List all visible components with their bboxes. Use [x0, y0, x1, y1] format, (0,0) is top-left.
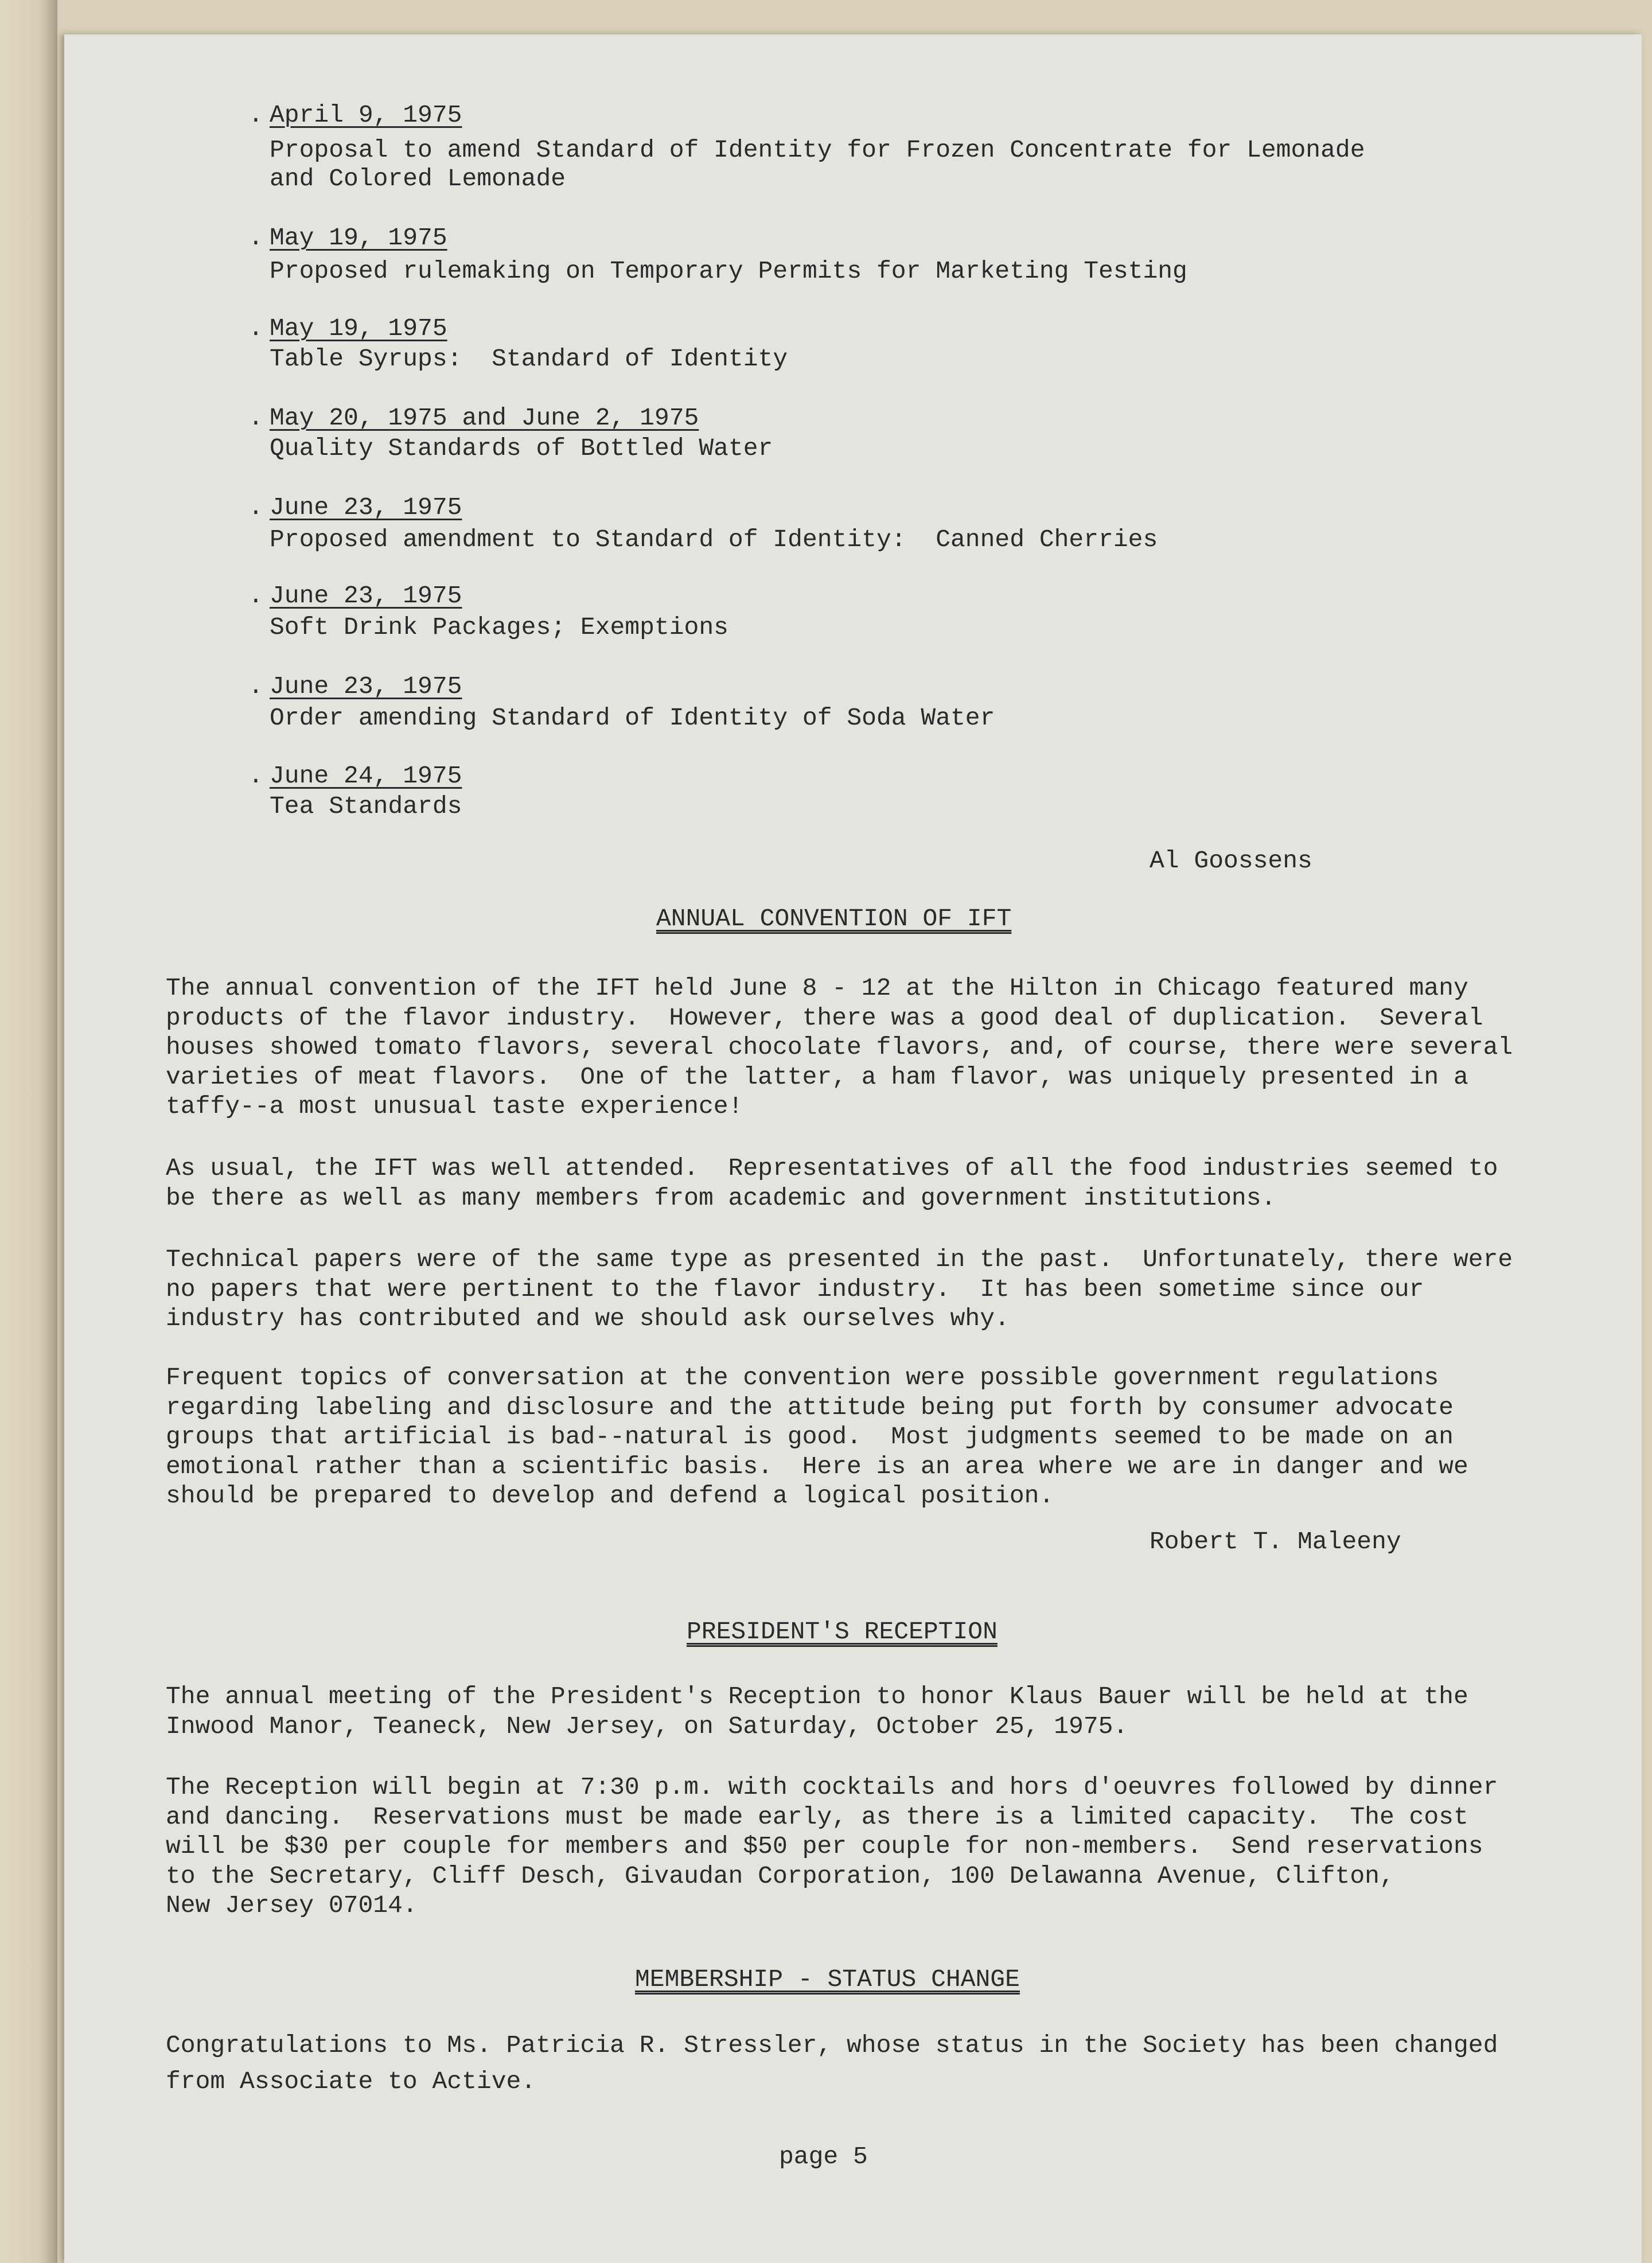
paragraph-line: Frequent topics of conversation at the convention were possible government regulations — [166, 1364, 1439, 1392]
paragraph-line: Inwood Manor, Teaneck, New Jersey, on Saturday, October 25, 1975. — [166, 1712, 1128, 1740]
paragraph-line: Congratulations to Ms. Patricia R. Stressler, whose status in the Society has been changed — [166, 2031, 1498, 2059]
item-date: June 24, 1975 — [270, 762, 462, 790]
item-description: Table Syrups: Standard of Identity — [270, 345, 788, 373]
paragraph-line: emotional rather than a scientific basis. Here is an area where we are in danger and we — [166, 1452, 1468, 1481]
page-number: page 5 — [779, 2143, 868, 2171]
paragraph-line: taffy--a most unusual taste experience! — [166, 1092, 743, 1121]
paragraph-line: products of the flavor industry. However, there was a good deal of duplication. Several — [166, 1003, 1483, 1032]
paragraph-line: industry has contributed and we should ask ourselves why. — [166, 1304, 1010, 1333]
paragraph-line: groups that artificial is bad--natural is good. Most judgments seemed to be made on an — [166, 1423, 1454, 1451]
paragraph-line: varieties of meat flavors. One of the latter, a ham flavor, was uniquely presented in a — [166, 1062, 1468, 1091]
item-date: May 19, 1975 — [270, 314, 447, 342]
item-date: May 20, 1975 and June 2, 1975 — [270, 404, 699, 432]
paragraph-line: be there as well as many members from academic and government institutions. — [166, 1183, 1276, 1212]
item-date: April 9, 1975 — [270, 101, 462, 129]
item-description: Proposed rulemaking on Temporary Permits for Marketing Testing — [270, 257, 1187, 285]
paragraph-line: The annual meeting of the President's Reception to honor Klaus Bauer will be held at the — [166, 1682, 1468, 1711]
paragraph-line: to the Secretary, Cliff Desch, Givaudan Corporation, 100 Delawanna Avenue, Clifton, — [166, 1861, 1394, 1890]
paragraph-line: houses showed tomato flavors, several chocolate flavors, and, of course, there were several — [166, 1033, 1513, 1062]
paragraph-line: will be $30 per couple for members and $50 per couple for non-members. Send reservations — [166, 1832, 1483, 1861]
item-description: Tea Standards — [270, 792, 462, 820]
signature-al-goossens: Al Goossens — [1150, 847, 1312, 875]
facing-page-edge — [0, 0, 57, 2263]
item-description: Quality Standards of Bottled Water — [270, 434, 773, 462]
list-bullet: . — [248, 493, 263, 521]
item-description: Soft Drink Packages; Exemptions — [270, 613, 728, 641]
paragraph-line: should be prepared to develop and defend a logical position. — [166, 1482, 1054, 1510]
section-heading-ift: ANNUAL CONVENTION OF IFT — [656, 905, 1012, 933]
item-description: Proposed amendment to Standard of Identity: Canned Cherries — [270, 525, 1158, 554]
item-date: June 23, 1975 — [270, 493, 462, 521]
item-description: and Colored Lemonade — [270, 165, 566, 193]
list-bullet: . — [248, 101, 263, 129]
document-page — [64, 34, 1642, 2263]
paragraph-line: The Reception will begin at 7:30 p.m. with cocktails and hors d'oeuvres followed by dinner — [166, 1773, 1498, 1801]
list-bullet: . — [248, 762, 263, 790]
paragraph-line: no papers that were pertinent to the flavor industry. It has been sometime since our — [166, 1275, 1424, 1303]
list-bullet: . — [248, 224, 263, 252]
list-bullet: . — [248, 314, 263, 342]
item-description: Proposal to amend Standard of Identity for Frozen Concentrate for Lemonade — [270, 136, 1365, 164]
paragraph-line: and dancing. Reservations must be made early, as there is a limited capacity. The cost — [166, 1802, 1468, 1831]
list-bullet: . — [248, 672, 263, 700]
paragraph-line: New Jersey 07014. — [166, 1891, 418, 1920]
section-heading-membership: MEMBERSHIP - STATUS CHANGE — [635, 1965, 1020, 1993]
paragraph-line: Technical papers were of the same type as presented in the past. Unfortunately, there were — [166, 1245, 1513, 1273]
list-bullet: . — [248, 404, 263, 432]
paragraph-line: from Associate to Active. — [166, 2067, 536, 2095]
paragraph-line: regarding labeling and disclosure and the attitude being put forth by consumer advocate — [166, 1393, 1454, 1421]
list-bullet: . — [248, 582, 263, 610]
signature-robert-maleeny: Robert T. Maleeny — [1150, 1528, 1401, 1556]
item-date: June 23, 1975 — [270, 582, 462, 610]
item-date: June 23, 1975 — [270, 672, 462, 700]
paragraph-line: The annual convention of the IFT held June 8 - 12 at the Hilton in Chicago featured many — [166, 974, 1468, 1002]
item-description: Order amending Standard of Identity of Soda Water — [270, 704, 995, 732]
section-heading-reception: PRESIDENT'S RECEPTION — [687, 1618, 998, 1646]
paragraph-line: As usual, the IFT was well attended. Representatives of all the food industries seemed to — [166, 1154, 1498, 1182]
item-date: May 19, 1975 — [270, 224, 447, 252]
